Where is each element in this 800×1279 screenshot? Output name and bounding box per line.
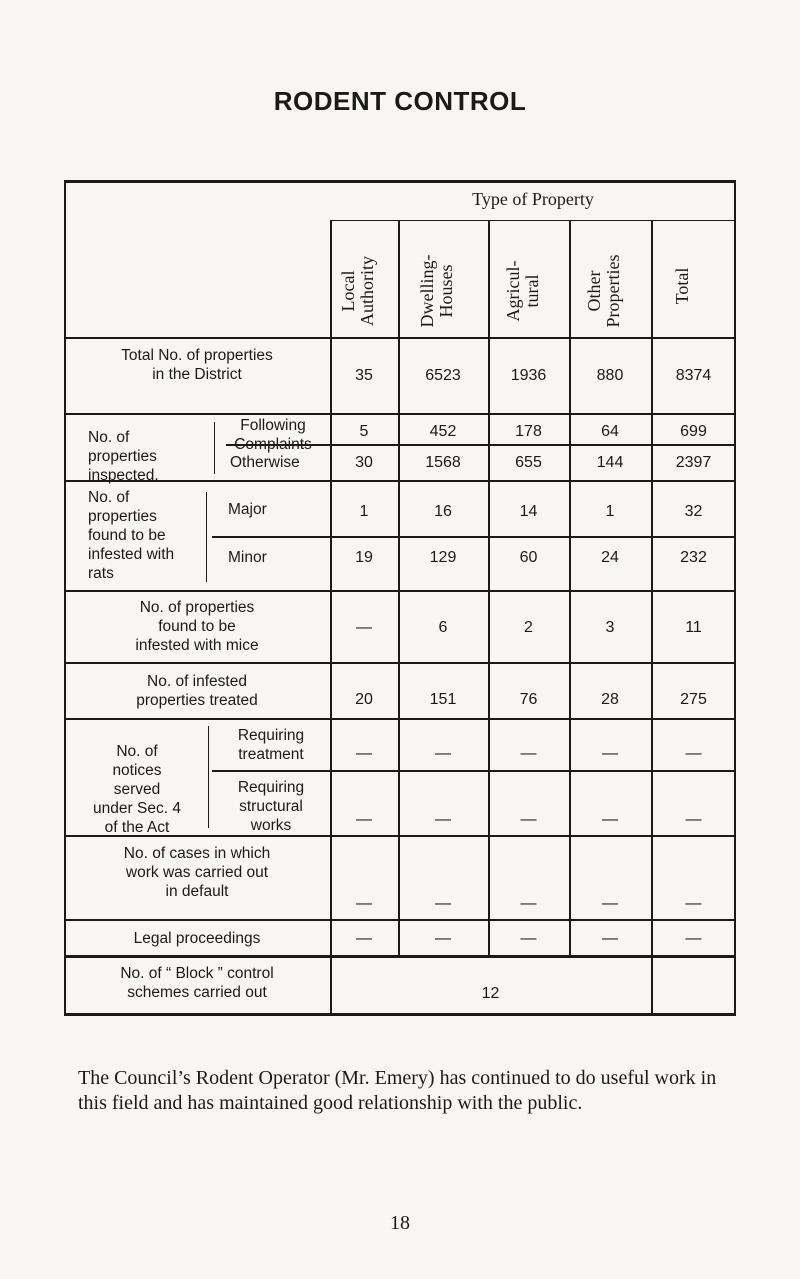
col-rule xyxy=(330,220,332,957)
table-border-top xyxy=(64,180,736,183)
brace xyxy=(206,492,207,582)
cell-value: — xyxy=(602,930,618,947)
cell-value: — xyxy=(685,811,702,828)
cell-value: 32 xyxy=(684,503,703,520)
cell-value: 35 xyxy=(355,367,373,384)
cell-value: 3 xyxy=(605,619,615,636)
cell-value: 14 xyxy=(519,503,538,520)
cell-value: 24 xyxy=(601,549,619,566)
col-rule xyxy=(488,220,490,957)
row-label-requiring-structural-works: Requiring structural works xyxy=(237,779,305,834)
cell-value: — xyxy=(685,745,702,762)
cell-value: — xyxy=(685,930,702,947)
cell-value: — xyxy=(602,811,618,828)
cell-value: — xyxy=(356,745,372,762)
row-rule xyxy=(64,590,736,592)
table-border-right xyxy=(734,180,736,1016)
row-rule xyxy=(64,413,736,415)
cell-value: 64 xyxy=(601,423,619,440)
cell-value: — xyxy=(356,930,372,947)
cell-value: — xyxy=(356,895,372,912)
cell-value: 30 xyxy=(355,454,373,471)
cell-value: 2 xyxy=(524,619,533,636)
cell-value: — xyxy=(602,745,618,762)
cell-value: 19 xyxy=(355,549,373,566)
cell-value: 1 xyxy=(605,503,615,520)
row-label-following-complaints: Following Complaints xyxy=(234,417,312,453)
cell-value: 16 xyxy=(434,503,452,520)
cell-value: 1 xyxy=(359,503,369,520)
cell-value: 275 xyxy=(680,691,707,708)
cell-value: 11 xyxy=(685,619,702,636)
col-rule xyxy=(569,220,571,957)
cell-value: 655 xyxy=(515,454,542,471)
cell-value: 76 xyxy=(519,691,538,708)
cell-value: 60 xyxy=(519,549,538,566)
row-label-legal-proceedings: Legal proceedings xyxy=(133,930,261,947)
row-label-block-control-schemes: No. of “ Block ” control schemes carried out xyxy=(120,965,274,1001)
cell-value: 12 xyxy=(481,985,500,1002)
cell-value: 20 xyxy=(355,691,373,708)
cell-value: — xyxy=(520,745,537,762)
row-label-major: Major xyxy=(228,501,267,518)
col-rule xyxy=(398,220,400,957)
cell-value: 5 xyxy=(359,423,369,440)
cell-value: — xyxy=(356,619,372,636)
cell-value: 1568 xyxy=(425,454,461,471)
table-border-bottom xyxy=(64,1013,736,1016)
cell-value: 2397 xyxy=(675,454,712,471)
column-header-agricultural: Agricul- tural xyxy=(503,260,542,322)
cell-value: 880 xyxy=(596,367,624,384)
cell-value: 8374 xyxy=(675,367,712,384)
cell-value: 129 xyxy=(429,549,457,566)
row-rule xyxy=(64,955,736,958)
cell-value: 452 xyxy=(429,423,457,440)
subrow-rule xyxy=(212,536,736,538)
row-label-otherwise: Otherwise xyxy=(230,454,300,471)
cell-value: — xyxy=(520,895,537,912)
page-number: 18 xyxy=(390,1212,410,1234)
row-rule xyxy=(64,718,736,720)
row-group-label-notices: No. of notices served under Sec. 4 of the Act xyxy=(93,743,181,836)
cell-value: — xyxy=(602,895,618,912)
row-label-requiring-treatment: Requiring treatment xyxy=(237,727,305,763)
type-of-property-header: Type of Property xyxy=(472,189,594,209)
col-rule xyxy=(651,220,653,957)
header-rule xyxy=(330,220,736,221)
row-group-label-inspected: No. of properties inspected. xyxy=(88,429,159,484)
row-label-treated: No. of infested properties treated xyxy=(136,673,258,709)
cell-value: 699 xyxy=(680,423,707,440)
col-rule xyxy=(651,958,653,1014)
body-paragraph: The Council’s Rodent Operator (Mr. Emery) has continued to do useful work in this field and has maintained good relationship with the public. xyxy=(78,1067,717,1114)
page-title: RODENT CONTROL xyxy=(273,86,527,116)
cell-value: — xyxy=(356,811,372,828)
brace xyxy=(208,726,209,828)
cell-value: 6 xyxy=(438,619,448,636)
cell-value: — xyxy=(520,930,537,947)
row-rule xyxy=(64,919,736,921)
cell-value: — xyxy=(435,895,451,912)
row-rule xyxy=(64,662,736,664)
cell-value: — xyxy=(435,930,451,947)
column-header-dwelling-houses: Dwelling- Houses xyxy=(417,254,456,328)
row-rule xyxy=(64,337,736,339)
rodent-control-table xyxy=(64,180,736,1016)
cell-value: 232 xyxy=(680,549,707,566)
cell-value: 28 xyxy=(601,691,619,708)
cell-value: 144 xyxy=(596,454,624,471)
cell-value: 151 xyxy=(429,691,457,708)
subrow-rule xyxy=(212,770,736,772)
row-label-minor: Minor xyxy=(228,549,267,566)
cell-value: — xyxy=(435,745,451,762)
column-header-other-properties: Other Properties xyxy=(584,254,623,328)
row-group-label-infested-rats: No. of properties found to be infested with rats xyxy=(88,489,175,582)
row-label-infested-mice: No. of properties found to be infested with mice xyxy=(135,599,259,654)
cell-value: 6523 xyxy=(425,367,461,384)
cell-value: — xyxy=(685,895,702,912)
cell-value: — xyxy=(520,811,537,828)
column-header-local-authority: Local Authority xyxy=(338,256,377,326)
brace xyxy=(214,422,215,474)
cell-value: — xyxy=(435,811,451,828)
cell-value: 178 xyxy=(515,423,542,440)
column-header-total: Total xyxy=(672,267,692,305)
row-label-total-properties: Total No. of properties in the District xyxy=(121,347,273,383)
row-label-work-in-default: No. of cases in which work was carried out in default xyxy=(123,845,271,900)
cell-value: 1936 xyxy=(510,367,547,384)
